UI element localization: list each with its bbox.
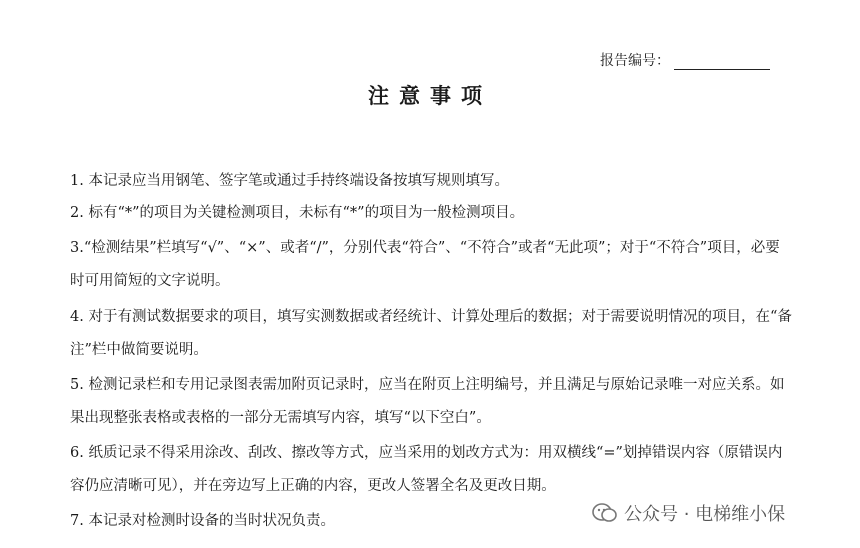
wechat-official-account-icon — [592, 502, 618, 524]
notice-item-3: 3.“检测结果”栏填写“√”、“×”、或者“/”，分别代表“符合”、“不符合”或者“无此项”；对于“不符合”项目，必要时可用简短的文字说明。 — [70, 240, 780, 289]
notice-item-5: 5. 检测记录栏和专用记录图表需加附页记录时，应当在附页上注明编号，并且满足与原始记录唯一对应关系。如果出现整张表格或表格的一部分无需填写内容，填写“以下空白”。 — [70, 377, 785, 426]
notice-item-4: 4. 对于有测试数据要求的项目，填写实测数据或者经统计、计算处理后的数据；对于需要说明情况的项目，在“备注”栏中做简要说明。 — [70, 309, 792, 358]
page-title: 注意事项 — [368, 84, 492, 108]
notice-item-1: 1. 本记录应当用钢笔、签字笔或通过手持终端设备按填写规则填写。 — [70, 173, 509, 189]
watermark — [592, 500, 785, 526]
watermark-text: 公众号 · 电梯维小保 — [624, 504, 786, 525]
report-number-label: 报告编号： — [600, 53, 670, 69]
notice-item-2: 2. 标有“*”的项目为关键检测项目，未标有“*”的项目为一般检测项目。 — [70, 205, 525, 221]
report-number-blank-line — [674, 55, 770, 70]
notice-item-7: 7. 本记录对检测时设备的当时状况负责。 — [70, 513, 335, 529]
notice-item-6: 6. 纸质记录不得采用涂改、刮改、擦改等方式，应当采用的划改方式为：用双横线“=”划掉错误内容（原错误内容仍应清晰可见），并在旁边写上正确的内容，更改人签署全名及更改日期。 — [70, 445, 783, 494]
report-number-field — [600, 50, 770, 70]
